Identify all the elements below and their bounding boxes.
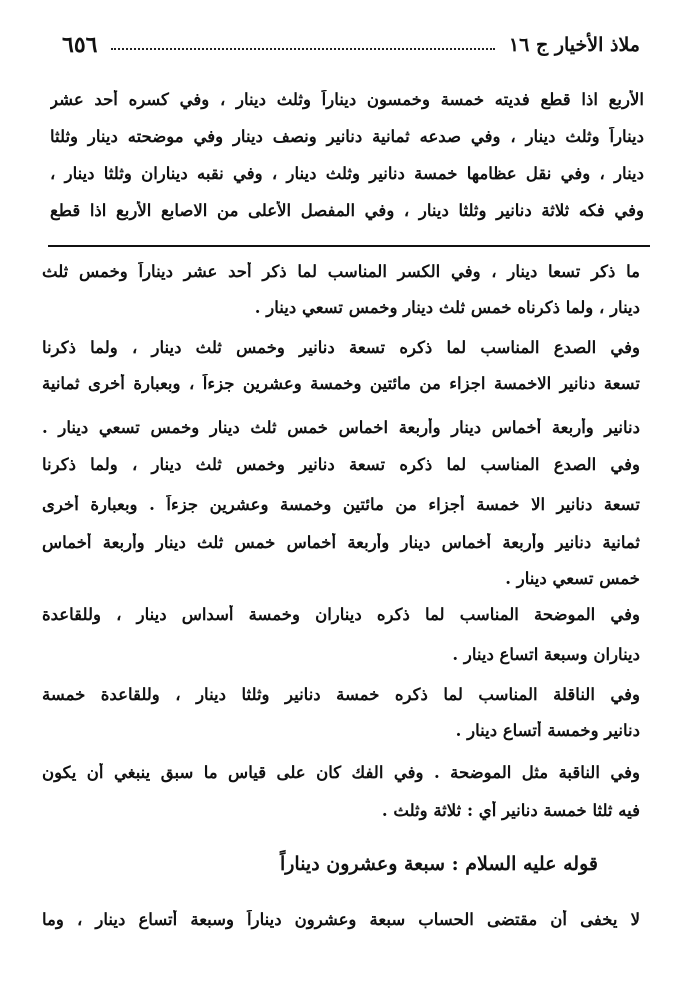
page-header (62, 28, 640, 62)
running-title: ملاذ الأخيار ج ١٦ (508, 34, 640, 56)
main-text-line: دينار ، وفي نقل عظامها خمسة دنانير وثلث دينار ، وفي نقبه ديناران وثلثا دينار ، (50, 164, 644, 183)
main-text-line: الأربع اذا قطع فديته خمسة وخمسون ديناراً وثلث دينار ، وفي كسره أحد عشر (50, 90, 644, 109)
footnote-line: خمس تسعي دينار . (505, 569, 640, 588)
footnote-line: دينار ، ولما ذكرناه خمس ثلث دينار وخمس تسعي دينار . (254, 298, 640, 317)
footnote-line: ديناران وسبعة اتساع دينار . (452, 645, 640, 664)
footnote-line: دنانير وأربعة أخماس دينار وأربعة اخماس خمس ثلث دينار وخمس تسعي دينار . (42, 418, 640, 437)
page-number: ٦٥٦ (62, 32, 98, 58)
footnote-line: تسعة دنانير الا خمسة أجزاء من مائتين وخمسة وعشرين جزءاً . وبعبارة أخرى (42, 495, 640, 514)
footnote-line: وفي الموضحة المناسب لما ذكره ديناران وخمسة أسداس دينار ، وللقاعدة (42, 605, 640, 624)
footnote-line: فيه ثلثا خمسة دنانير أي : ثلاثة وثلث . (381, 801, 640, 820)
footnote-line: وفي الصدع المناسب لما ذكره تسعة دنانير وخمس ثلث دينار ، ولما ذكرنا (42, 338, 640, 357)
footnote-line: وفي الصدع المناسب لما ذكره تسعة دنانير وخمس ثلث دينار ، ولما ذكرنا (42, 455, 640, 474)
footnote-separator (48, 245, 650, 247)
footnote-line: وفي الناقلة المناسب لما ذكره خمسة دنانير وثلثا دينار ، وللقاعدة خمسة (42, 685, 640, 704)
main-text-line: وفي فكه ثلاثة دنانير وثلثا دينار ، وفي المفصل الأعلى من الاصابع الأربع اذا قطع (50, 201, 644, 220)
footnote-line: دنانير وخمسة أتساع دينار . (455, 721, 640, 740)
footnote-line: لا يخفى أن مقتضى الحساب سبعة وعشرون ديناراً وسبعة أتساع دينار ، وما (42, 910, 640, 929)
dotted-leader (111, 48, 494, 50)
footnote-line: تسعة دنانير الاخمسة اجزاء من مائتين وخمسة وعشرين جزءاً ، وبعبارة أخرى ثمانية (42, 374, 640, 393)
footnote-line: ما ذكر تسعا دينار ، وفي الكسر المناسب لما ذكر أحد عشر ديناراً وخمس ثلث (42, 262, 640, 281)
footnote-line: وفي الناقبة مثل الموضحة . وفي الفك كان على قياس ما سبق ينبغي أن يكون (42, 763, 640, 782)
section-heading: قوله عليه السلام : سبعة وعشرون ديناراً (279, 853, 598, 875)
main-text-line: ديناراً وثلث دينار ، وفي صدعه ثمانية دنانير ونصف دينار وفي موضحته دينار وثلثا (50, 127, 644, 146)
footnote-line: ثمانية دنانير وأربعة أخماس دينار وأربعة أخماس خمس ثلث دينار وأربعة أخماس (42, 533, 640, 552)
